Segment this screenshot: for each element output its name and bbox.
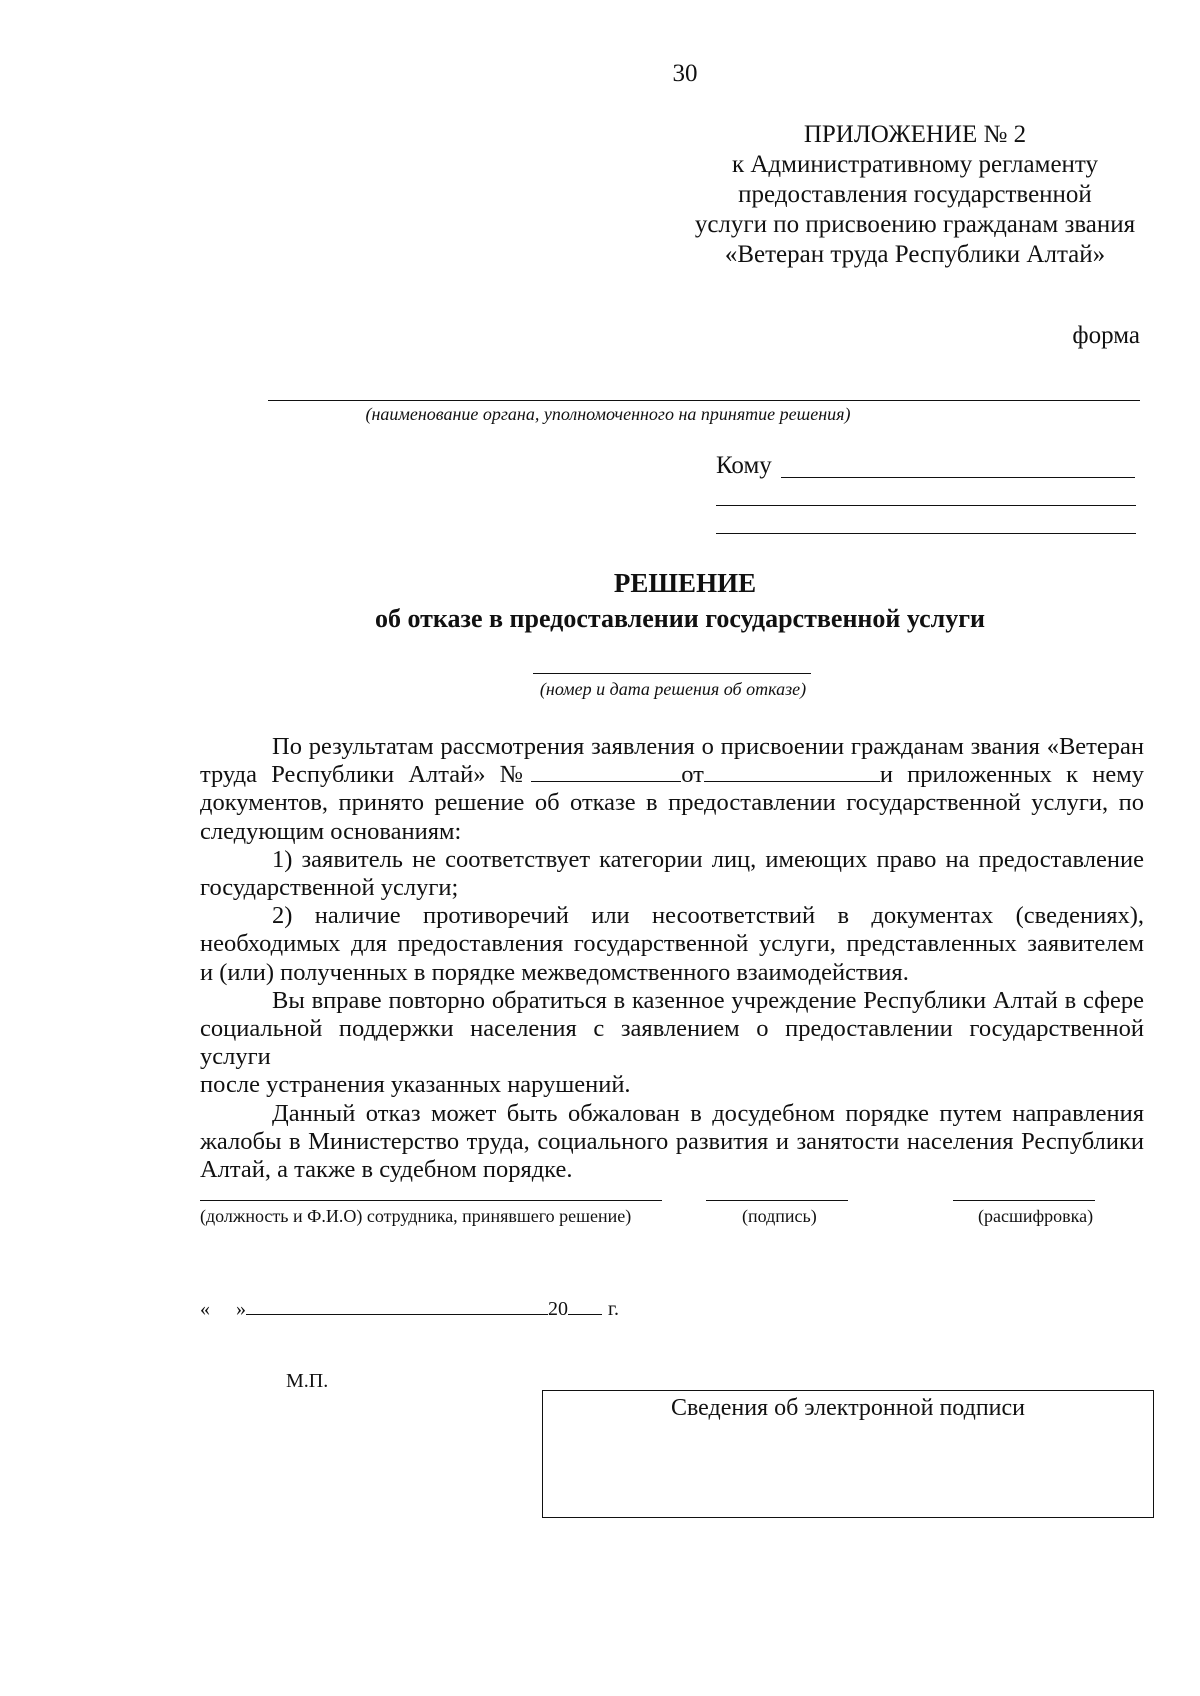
recipient-field-line[interactable] xyxy=(716,533,1136,534)
body-line: и (или) полученных в порядке межведомственного взаимодействия. xyxy=(200,958,909,986)
body-line: следующим основаниям: xyxy=(200,817,462,845)
date-day-month-blank[interactable] xyxy=(246,1314,548,1315)
position-name-caption: (должность и Ф.И.О) сотрудника, принявшего решение) xyxy=(200,1206,632,1226)
decision-number-field-line[interactable] xyxy=(533,673,811,674)
body-line: Алтай, а также в судебном порядке. xyxy=(200,1156,573,1184)
recipient-label: Кому xyxy=(716,452,772,479)
date-year-blank[interactable] xyxy=(568,1314,602,1315)
decoding-field-line[interactable] xyxy=(953,1200,1095,1201)
recipient-field-line[interactable] xyxy=(716,505,1136,506)
body-line: государственной услуги; xyxy=(200,874,459,902)
body-text: труда Республики Алтай» № xyxy=(200,761,532,789)
decision-body xyxy=(200,733,1144,1184)
appendix-header xyxy=(620,120,1200,270)
date-row xyxy=(200,1298,619,1321)
electronic-signature-title: Сведения об электронной подписи xyxy=(670,1395,1026,1421)
appendix-line: ПРИЛОЖЕНИЕ № 2 xyxy=(803,121,1027,148)
body-line: документов, принято решение об отказе в предоставлении государственной услуги, по xyxy=(200,789,1144,817)
decision-number-caption: (номер и дата решения об отказе) xyxy=(539,679,807,699)
application-number-blank[interactable] xyxy=(531,781,681,782)
body-line: необходимых для предоставления государственной услуги, представленных заявителем xyxy=(200,930,1144,958)
body-line: 2) наличие противоречий или несоответствий в документах (сведениях), xyxy=(272,902,1144,930)
date-close-quote: » xyxy=(236,1298,246,1320)
date-open-quote: « xyxy=(200,1298,210,1320)
body-line: после устранения указанных нарушений. xyxy=(200,1071,631,1099)
body-line: Вы вправе повторно обратиться в казенное учреждение Республики Алтай в сфере xyxy=(272,986,1144,1014)
body-line: 1) заявитель не соответствует категории лиц, имеющих право на предоставление xyxy=(272,845,1144,873)
signature-field-line[interactable] xyxy=(706,1200,848,1201)
appendix-line: «Ветеран труда Республики Алтай» xyxy=(724,241,1106,268)
body-line: социальной поддержки населения с заявлением о предоставлении государственной услуги xyxy=(200,1015,1144,1071)
signature-caption: (подпись) xyxy=(742,1206,817,1226)
document-subtitle: об отказе в предоставлении государственной услуги xyxy=(374,604,985,633)
date-century: 20 xyxy=(548,1298,568,1320)
appendix-line: предоставления государственной xyxy=(738,181,1092,208)
body-line: По результатам рассмотрения заявления о присвоении гражданам звания «Ветеран xyxy=(272,733,1144,760)
decoding-caption: (расшифровка) xyxy=(978,1206,1094,1226)
appendix-line: к Административному регламенту xyxy=(731,151,1099,178)
appendix-line: услуги по присвоению гражданам звания xyxy=(694,211,1136,238)
position-name-field-line[interactable] xyxy=(200,1200,662,1201)
electronic-signature-box xyxy=(542,1390,1154,1518)
body-line xyxy=(200,761,1144,789)
document-title: РЕШЕНИЕ xyxy=(613,568,757,598)
form-label: форма xyxy=(1072,322,1140,349)
body-text: и приложенных к нему xyxy=(879,761,1144,789)
page-number: 30 xyxy=(672,60,698,87)
body-text: от xyxy=(681,761,704,789)
recipient-field-line[interactable] xyxy=(781,477,1135,478)
org-name-caption: (наименование органа, уполномоченного на принятие решения) xyxy=(365,404,851,424)
body-line: Данный отказ может быть обжалован в досудебном порядке путем направления xyxy=(272,1099,1144,1127)
stamp-label: М.П. xyxy=(286,1370,329,1392)
org-name-field-line[interactable] xyxy=(268,400,1140,401)
body-line: жалобы в Министерство труда, социального развития и занятости населения Республики xyxy=(200,1127,1144,1155)
date-year-suffix: г. xyxy=(608,1298,619,1320)
application-date-blank[interactable] xyxy=(704,781,880,782)
